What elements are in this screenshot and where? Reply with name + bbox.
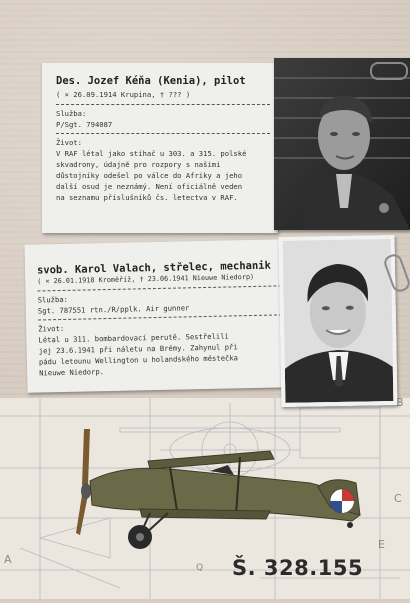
life-line: pádu letounu Wellington u holandského městečka <box>38 353 239 367</box>
divider <box>56 104 270 105</box>
pilot-birth: ( × 26.01.1918 Kroměříž, † 23.06.1941 Nieuwe Niedorp) <box>37 272 255 286</box>
blueprint-letter-b: B <box>396 396 404 409</box>
blueprint-letter-c: C <box>394 492 402 505</box>
life-label: Život: <box>38 323 65 334</box>
life-line: Létal u 311. bombardovací perutě. Sestřelili <box>38 331 229 345</box>
service-value: P/Sgt. 794087 <box>56 120 113 129</box>
life-line: skvadrony, údajně pro rozpory s našimi <box>56 160 221 169</box>
life-line: důstojníky odešel po válce do Afriky a jeho <box>56 171 243 180</box>
biplane-illustration <box>60 425 370 555</box>
pilot-card-kena <box>42 63 278 233</box>
paper-clip-icon <box>370 62 408 80</box>
portrait-kena-image <box>274 58 410 230</box>
life-label: Život: <box>56 138 82 147</box>
blueprint-letter-q: Q <box>196 563 204 573</box>
portrait-photo-kena <box>274 58 410 230</box>
pilot-birth: ( × 26.09.1914 Krupina, † ??? ) <box>56 90 191 99</box>
blueprint-letter-a: A <box>4 553 12 566</box>
life-line: na seznamu příslušníků čs. letectva v RAF. <box>56 193 238 202</box>
service-label: Služba: <box>37 294 69 305</box>
portrait-valach-image <box>283 239 394 403</box>
divider <box>56 133 270 134</box>
life-line: Nieuwe Niedorp. <box>39 367 105 378</box>
life-line: V RAF létal jako stíhač u 303. a 315. polské <box>56 149 247 158</box>
service-label: Služba: <box>56 109 87 118</box>
pilot-name: svob. Karol Valach, střelec, mechanik <box>36 259 272 277</box>
stamp-catalog-number: Š. 328.155 <box>232 556 364 580</box>
service-value: Sgt. 787551 rtn./R/pplk. Air gunner <box>37 303 190 316</box>
pilot-name: Des. Jozef Kéňa (Kenia), pilot <box>56 75 246 87</box>
life-line: jej 23.6.1941 při náletu na Brémy. Zahynul při <box>38 342 238 356</box>
life-line: další osud je neznámý. Není oficiálně veden <box>56 182 243 191</box>
portrait-photo-valach <box>279 235 398 407</box>
pilot-card-valach <box>24 239 289 392</box>
blueprint-letter-e: E <box>378 538 385 551</box>
